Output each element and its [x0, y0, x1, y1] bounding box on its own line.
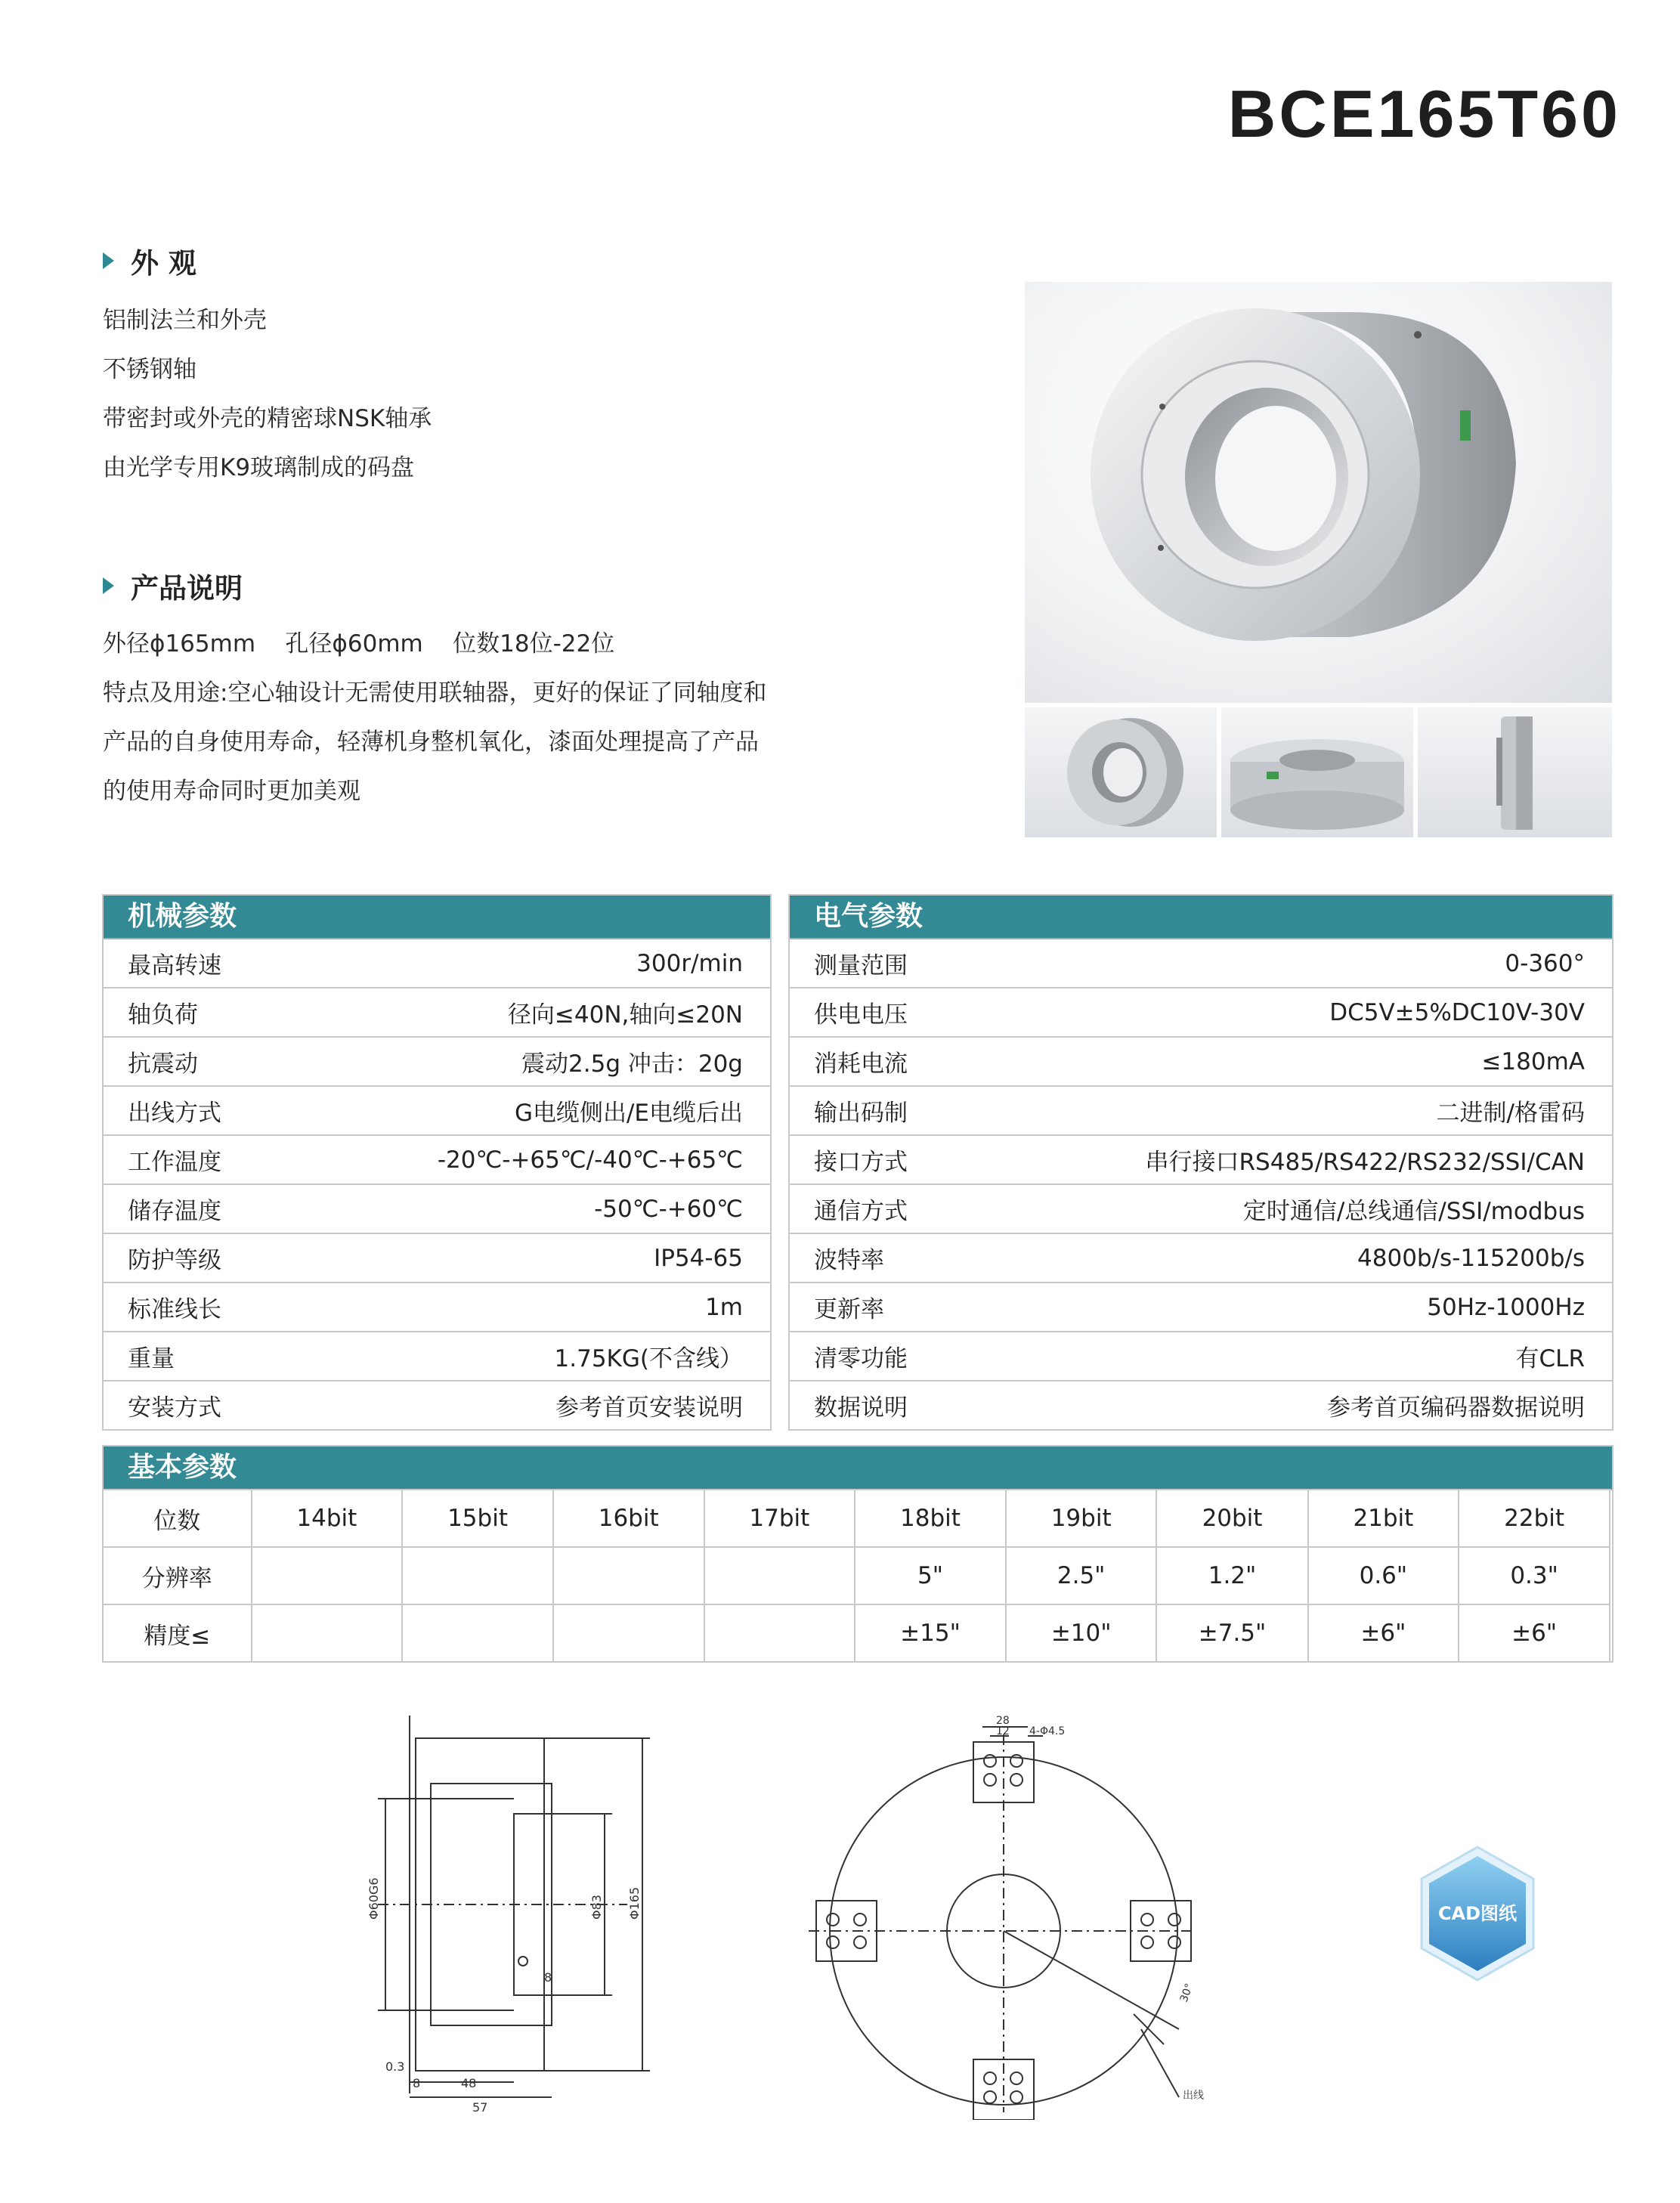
basic-cell: 0.3"	[1459, 1547, 1610, 1604]
product-line: 外径ϕ165mm 孔径ϕ60mm 位数18位-22位	[103, 630, 615, 657]
param-value: 300r/min	[636, 949, 743, 977]
mechanical-params-panel	[102, 894, 772, 1431]
cad-drawing-button[interactable]	[1417, 1844, 1538, 1983]
product-description	[103, 620, 766, 816]
param-row	[104, 1085, 770, 1134]
product-title: BCE165T60	[1227, 76, 1621, 151]
param-row	[104, 1233, 770, 1282]
param-key: 供电电压	[814, 1001, 908, 1029]
param-row	[790, 1085, 1612, 1134]
product-line: 产品的自身使用寿命，轻薄机身整机氧化，漆面处理提高了产品	[103, 729, 759, 756]
param-key: 储存温度	[128, 1198, 221, 1225]
basic-row	[103, 1547, 1610, 1604]
param-value: 4800b/s-115200b/s	[1357, 1244, 1585, 1272]
param-key: 输出码制	[814, 1100, 908, 1127]
param-value: 二进制/格雷码	[1436, 1100, 1585, 1127]
basic-cell: 14bit	[252, 1490, 403, 1547]
param-value: ≤180mA	[1481, 1047, 1585, 1075]
param-key: 清零功能	[814, 1345, 908, 1372]
basic-cell	[402, 1604, 553, 1662]
param-row	[104, 939, 770, 987]
mechanical-params-heading: 机械参数	[104, 896, 770, 939]
param-key: 接口方式	[814, 1149, 908, 1176]
dim-label: 28	[996, 1715, 1010, 1727]
param-row	[790, 1233, 1612, 1282]
product-thumbnail	[1418, 707, 1612, 837]
param-row	[790, 1282, 1612, 1331]
param-key: 防护等级	[128, 1247, 221, 1274]
param-row	[104, 1282, 770, 1331]
dim-label: Φ60G6	[367, 1877, 381, 1920]
param-value: IP54-65	[654, 1244, 743, 1272]
param-row	[790, 1331, 1612, 1380]
side-view-drawing	[355, 1700, 673, 2124]
param-key: 轴负荷	[128, 1001, 198, 1029]
param-value: 参考首页编码器数据说明	[1327, 1394, 1585, 1422]
param-value: 定时通信/总线通信/SSI/modbus	[1242, 1198, 1585, 1225]
product-photo	[1025, 282, 1612, 703]
param-value: DC5V±5%DC10V-30V	[1329, 998, 1585, 1026]
basic-cell	[704, 1547, 855, 1604]
basic-cell	[704, 1604, 855, 1662]
appearance-line: 铝制法兰和外壳	[103, 307, 267, 334]
appearance-line: 带密封或外壳的精密球NSK轴承	[103, 405, 432, 432]
basic-row-label: 位数	[103, 1490, 252, 1547]
product-heading-text: 产品说明	[131, 572, 243, 605]
basic-cell: 17bit	[704, 1490, 855, 1547]
basic-cell	[553, 1547, 704, 1604]
param-row	[104, 1331, 770, 1380]
param-value: -20℃-+65℃/-40℃-+65℃	[437, 1146, 743, 1174]
dim-label: 0.3	[385, 2059, 405, 2074]
basic-cell: ±15"	[855, 1604, 1006, 1662]
basic-cell: 21bit	[1308, 1490, 1459, 1547]
basic-cell: 1.2"	[1156, 1547, 1307, 1604]
param-value: 震动2.5g 冲击：20g	[521, 1050, 743, 1078]
dim-label: 12	[996, 1725, 1010, 1737]
appearance-heading	[103, 240, 196, 281]
basic-params-heading: 基本参数	[104, 1446, 1612, 1490]
param-value: 50Hz-1000Hz	[1427, 1293, 1585, 1321]
basic-cell: 2.5"	[1006, 1547, 1157, 1604]
param-value: 1m	[705, 1293, 743, 1321]
param-value: 串行接口RS485/RS422/RS232/SSI/CAN	[1145, 1149, 1585, 1176]
basic-cell	[402, 1547, 553, 1604]
param-value: -50℃-+60℃	[594, 1195, 743, 1223]
param-key: 安装方式	[128, 1394, 221, 1422]
param-value: G电缆侧出/E电缆后出	[514, 1100, 743, 1127]
product-line: 特点及用途:空心轴设计无需使用联轴器，更好的保证了同轴度和	[103, 679, 767, 707]
param-row	[104, 1380, 770, 1429]
param-row	[790, 939, 1612, 987]
param-value: 1.75KG(不含线）	[554, 1345, 743, 1372]
basic-params-table	[102, 1489, 1610, 1663]
cad-badge-label: CAD图纸	[1437, 1903, 1518, 1924]
basic-cell: 22bit	[1459, 1490, 1610, 1547]
param-value: 0-360°	[1505, 949, 1585, 977]
param-key: 数据说明	[814, 1394, 908, 1422]
dim-label: Φ165	[627, 1886, 642, 1920]
basic-row-label: 分辨率	[103, 1547, 252, 1604]
basic-cell: ±6"	[1308, 1604, 1459, 1662]
basic-cell	[553, 1604, 704, 1662]
param-key: 重量	[128, 1345, 175, 1372]
front-view-drawing	[801, 1712, 1224, 2120]
param-row	[104, 1036, 770, 1085]
basic-row	[103, 1490, 1610, 1547]
basic-cell	[252, 1547, 403, 1604]
basic-row	[103, 1604, 1610, 1662]
param-value: 参考首页安装说明	[555, 1394, 743, 1422]
electrical-params-panel	[788, 894, 1613, 1431]
param-key: 更新率	[814, 1296, 884, 1323]
triangle-bullet-icon	[103, 577, 114, 594]
param-row	[790, 987, 1612, 1036]
param-row	[790, 1183, 1612, 1233]
param-row	[790, 1134, 1612, 1183]
basic-cell: ±10"	[1006, 1604, 1157, 1662]
param-key: 标准线长	[128, 1296, 221, 1323]
product-line: 的使用寿命同时更加美观	[103, 778, 360, 805]
appearance-line: 不锈钢轴	[103, 356, 196, 383]
param-value: 径向≤40N,轴向≤20N	[507, 1001, 743, 1029]
appearance-heading-text: 外 观	[131, 247, 196, 280]
param-row	[790, 1036, 1612, 1085]
param-key: 出线方式	[128, 1100, 221, 1127]
dim-label: 48	[461, 2076, 477, 2090]
basic-cell: 15bit	[402, 1490, 553, 1547]
basic-cell: 20bit	[1156, 1490, 1307, 1547]
basic-cell: ±7.5"	[1156, 1604, 1307, 1662]
basic-row-label: 精度≤	[103, 1604, 252, 1662]
basic-cell	[252, 1604, 403, 1662]
dim-label: 4-Φ4.5	[1029, 1725, 1066, 1737]
dim-label: 8	[413, 2076, 421, 2090]
basic-cell: 5"	[855, 1547, 1006, 1604]
electrical-params-heading: 电气参数	[790, 896, 1612, 939]
product-heading	[103, 565, 243, 606]
appearance-list	[103, 296, 432, 493]
param-key: 通信方式	[814, 1198, 908, 1225]
dim-label: Φ83	[589, 1895, 604, 1920]
param-row	[104, 987, 770, 1036]
param-key: 波特率	[814, 1247, 884, 1274]
param-row	[790, 1380, 1612, 1429]
param-key: 测量范围	[814, 952, 908, 979]
dim-label: 出线	[1183, 2090, 1204, 2102]
basic-cell: 0.6"	[1308, 1547, 1459, 1604]
basic-cell: 19bit	[1006, 1490, 1157, 1547]
param-key: 工作温度	[128, 1149, 221, 1176]
param-key: 消耗电流	[814, 1050, 908, 1078]
basic-params-panel	[102, 1445, 1613, 1663]
dim-label: 30°	[1177, 1982, 1196, 2004]
product-thumbnail	[1025, 707, 1217, 837]
param-key: 最高转速	[128, 952, 221, 979]
basic-cell: 16bit	[553, 1490, 704, 1547]
appearance-line: 由光学专用K9玻璃制成的码盘	[103, 454, 415, 481]
basic-cell: ±6"	[1459, 1604, 1610, 1662]
param-row	[104, 1134, 770, 1183]
param-row	[104, 1183, 770, 1233]
dim-label: 8	[544, 1970, 552, 1985]
triangle-bullet-icon	[103, 252, 114, 269]
product-thumbnail	[1221, 707, 1413, 837]
basic-cell: 18bit	[855, 1490, 1006, 1547]
param-key: 抗震动	[128, 1050, 198, 1078]
param-value: 有CLR	[1515, 1345, 1585, 1372]
dim-label: 57	[472, 2100, 488, 2115]
